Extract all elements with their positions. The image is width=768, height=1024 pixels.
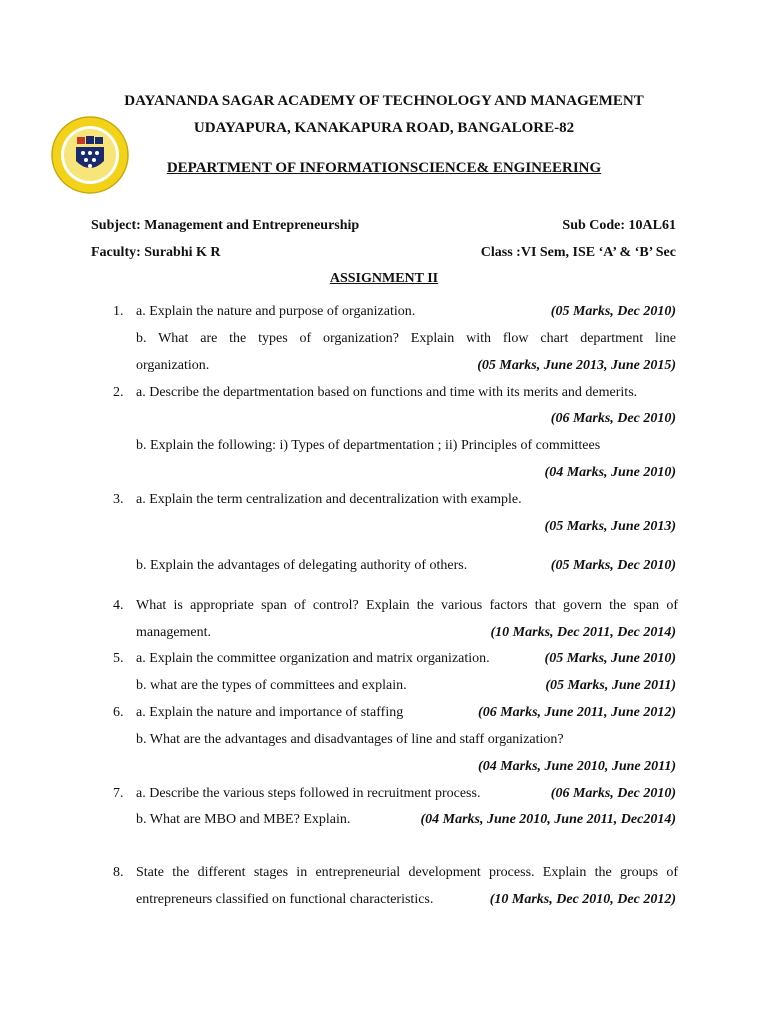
question-6a-text: a. Explain the nature and importance of staffing [136,705,404,720]
question-7b-marks: (04 Marks, June 2010, June 2011, Dec2014) [420,812,676,827]
faculty-label: Faculty: Surabhi K R [91,245,221,260]
question-6a-marks: (06 Marks, June 2011, June 2012) [478,705,676,720]
question-number: 1. [113,304,124,319]
question-7a-marks: (06 Marks, Dec 2010) [550,786,676,801]
question-1b-text: b. What are the types of organization? Explain with flow chart department line [136,331,676,346]
question-3a-text: a. Explain the term centralization and decentralization with example. [136,492,522,507]
class-label: Class :VI Sem, ISE ‘A’ & ‘B’ Sec [480,245,676,260]
question-number: 2. [113,385,124,400]
question-number: 7. [113,786,124,801]
question-8-marks: (10 Marks, Dec 2010, Dec 2012) [489,892,676,907]
question-number: 6. [113,705,124,720]
question-3b-text: b. Explain the advantages of delegating authority of others. [136,558,468,573]
question-number: 4. [113,598,124,613]
question-5b-text: b. what are the types of committees and explain. [136,678,407,693]
question-6b-text: b. What are the advantages and disadvantages of line and staff organization? [136,732,564,747]
sub-code: Sub Code: 10AL61 [562,218,676,233]
question-3a-marks: (05 Marks, June 2013) [544,519,676,534]
question-number: 5. [113,651,124,666]
question-2a-text: a. Describe the departmentation based on functions and time with its merits and demerits. [136,385,638,400]
question-5b-marks: (05 Marks, June 2011) [545,678,676,693]
question-2b-text: b. Explain the following: i) Types of departmentation ; ii) Principles of committees [136,438,601,453]
question-1b-marks: (05 Marks, June 2013, June 2015) [477,358,676,373]
question-1a-marks: (05 Marks, Dec 2010) [550,304,676,319]
question-5a-marks: (05 Marks, June 2010) [544,651,676,666]
assignment-title: ASSIGNMENT II [329,271,439,286]
subject-label: Subject: Management and Entrepreneurship [91,218,360,233]
question-3b-marks: (05 Marks, Dec 2010) [550,558,676,573]
college-logo [50,115,130,195]
question-2a-marks: (06 Marks, Dec 2010) [550,411,676,426]
question-1b-text-cont: organization. [136,358,210,373]
question-2b-marks: (04 Marks, June 2010) [544,465,676,480]
question-4-marks: (10 Marks, Dec 2011, Dec 2014) [490,625,676,640]
institution-name: DAYANANDA SAGAR ACADEMY OF TECHNOLOGY AND MANAGEMENT [124,93,644,109]
question-4-text: What is appropriate span of control? Explain the various factors that govern the span of [136,598,678,613]
department-title: DEPARTMENT OF INFORMATIONSCIENCE& ENGINEERING [166,160,602,176]
question-4-text-cont: management. [136,625,212,640]
question-number: 3. [113,492,124,507]
question-number: 8. [113,865,124,880]
question-8-text: State the different stages in entrepreneurial development process. Explain the groups of [136,865,678,880]
question-1a-text: a. Explain the nature and purpose of organization. [136,304,416,319]
question-5a-text: a. Explain the committee organization and matrix organization. [136,651,490,666]
question-8-text-cont: entrepreneurs classified on functional characteristics. [136,892,434,907]
question-7b-text: b. What are MBO and MBE? Explain. [136,812,351,827]
question-6b-marks: (04 Marks, June 2010, June 2011) [478,759,676,774]
question-7a-text: a. Describe the various steps followed in recruitment process. [136,786,481,801]
institution-address: UDAYAPURA, KANAKAPURA ROAD, BANGALORE-82 [193,120,575,136]
